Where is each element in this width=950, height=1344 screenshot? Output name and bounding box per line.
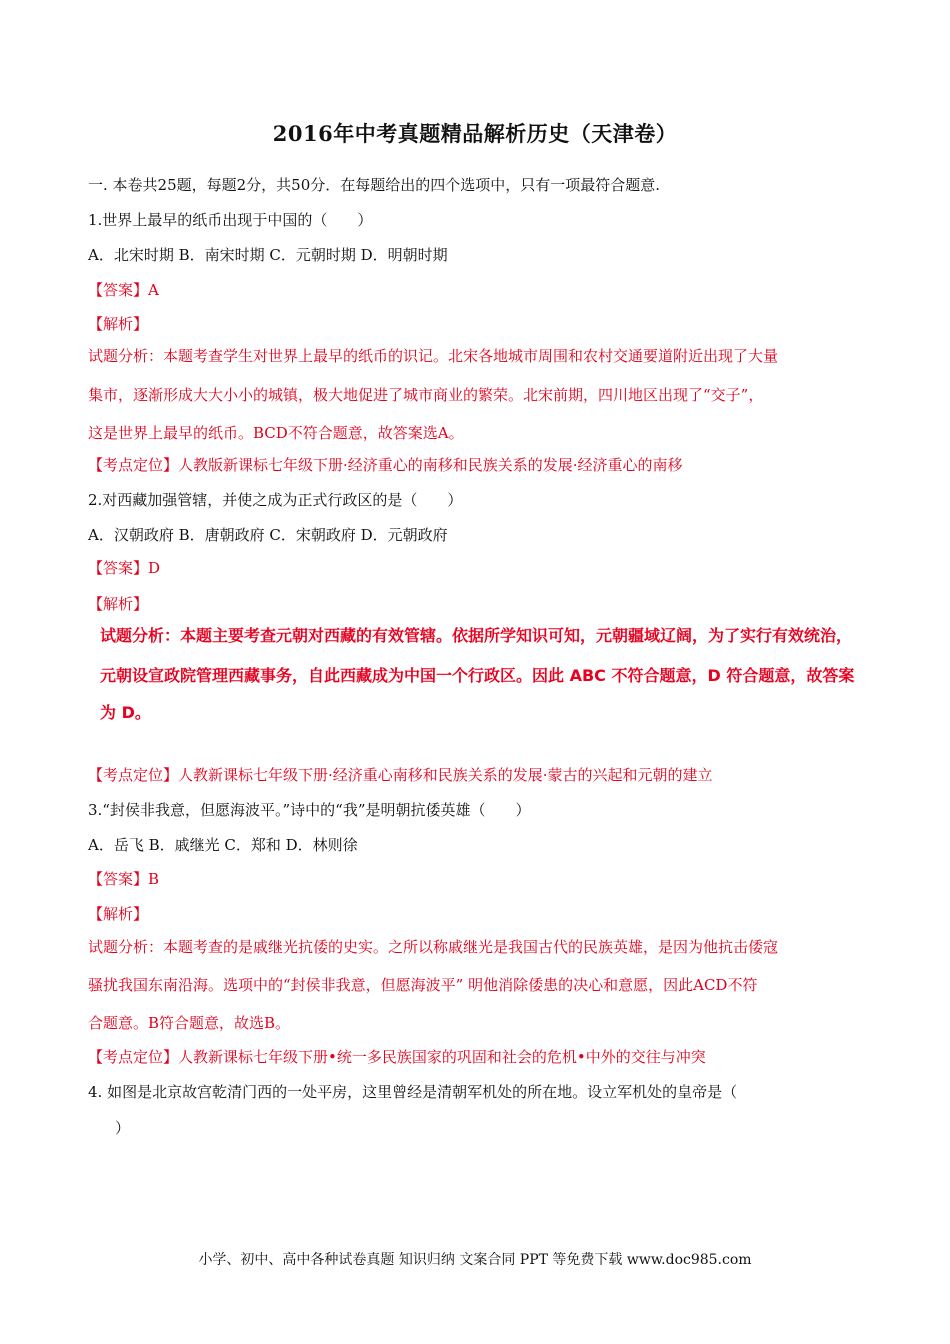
q2-knowledge-value: 人教新课标七年级下册·经济重心南移和民族关系的发展·蒙古的兴起和元朝的建立 <box>178 766 713 784</box>
q1-analysis-line-1: 试题分析：本题考查学生对世界上最早的纸币的识记。北宋各地城市周围和农村交通要道附近出现了大量 <box>88 347 779 365</box>
q1-knowledge-row <box>88 455 683 475</box>
q3-knowledge-label: 【考点定位】 <box>88 1048 179 1066</box>
q2-analysis-line-1: 试题分析：本题主要考查元朝对西藏的有效管辖。依据所学知识可知，元朝疆域辽阔，为了实行有效统治， <box>100 626 853 645</box>
q4-stem-line-2: ） <box>100 1119 131 1137</box>
instructions: 一. 本卷共25题，每题2分，共50分．在每题给出的四个选项中，只有一项最符合题意. <box>88 176 661 194</box>
q2-knowledge-row <box>88 765 713 785</box>
q2-answer-row <box>88 558 160 578</box>
q4-stem-line-1: 4. 如图是北京故宫乾清门西的一处平房，这里曾经是清朝军机处的所在地。设立军机处的皇帝是（ <box>88 1083 738 1101</box>
page-title: 2016年中考真题精品解析历史（天津卷） <box>272 121 678 146</box>
q1-analysis-label: 【解析】 <box>88 315 149 333</box>
q3-options: A．岳飞 B．戚继光 C．郑和 D．林则徐 <box>88 836 358 854</box>
q2-knowledge-label: 【考点定位】 <box>88 766 179 784</box>
q3-answer-row <box>88 869 159 889</box>
q3-analysis-line-1: 试题分析：本题考查的是戚继光抗倭的史实。之所以称戚继光是我国古代的民族英雄，是因为他抗击倭寇 <box>88 938 779 956</box>
q2-answer-label: 【答案】 <box>88 559 149 577</box>
q1-stem: 1.世界上最早的纸币出现于中国的（ ） <box>88 211 373 229</box>
q2-options: A．汉朝政府 B．唐朝政府 C．宋朝政府 D．元朝政府 <box>88 526 448 544</box>
q3-analysis-line-2: 骚扰我国东南沿海。选项中的“封侯非我意，但愿海波平” 明他消除倭患的决心和意愿，因此ACD不符 <box>88 976 758 994</box>
q1-answer-row <box>88 280 159 300</box>
q2-stem: 2.对西藏加强管辖，并使之成为正式行政区的是（ ） <box>88 491 463 509</box>
q1-analysis-line-2: 集市，逐渐形成大大小小的城镇，极大地促进了城市商业的繁荣。北宋前期，四川地区出现了“交子”， <box>88 386 764 404</box>
q3-knowledge-row <box>88 1047 706 1067</box>
q2-analysis-line-3: 为 D。 <box>100 703 151 722</box>
page-footer: 小学、初中、高中各种试卷真题 知识归纳 文案合同 PPT 等免费下载 www.doc985.com <box>198 1252 752 1268</box>
q1-answer-label: 【答案】 <box>88 281 149 299</box>
q3-answer-label: 【答案】 <box>88 870 149 888</box>
q2-analysis-label: 【解析】 <box>88 595 149 613</box>
q3-stem: 3.“封侯非我意，但愿海波平。”诗中的“我”是明朝抗倭英雄（ ） <box>88 801 531 819</box>
q2-answer-value: D <box>148 559 161 577</box>
q3-knowledge-value: 人教新课标七年级下册•统一多民族国家的巩固和社会的危机•中外的交往与冲突 <box>178 1048 706 1066</box>
q1-knowledge-value: 人教版新课标七年级下册·经济重心的南移和民族关系的发展·经济重心的南移 <box>178 456 683 474</box>
q1-options: A．北宋时期 B．南宋时期 C．元朝时期 D．明朝时期 <box>88 246 448 264</box>
q1-analysis-line-3: 这是世界上最早的纸币。BCD不符合题意，故答案选A。 <box>88 424 464 442</box>
q2-analysis-line-2: 元朝设宣政院管理西藏事务，自此西藏成为中国一个行政区。因此 ABC 不符合题意，D 符合题意，故答案 <box>100 666 855 685</box>
q3-answer-value: B <box>148 870 160 888</box>
q1-knowledge-label: 【考点定位】 <box>88 456 179 474</box>
q3-analysis-line-3: 合题意。B符合题意，故选B。 <box>88 1014 291 1032</box>
q3-analysis-label: 【解析】 <box>88 905 149 923</box>
q1-answer-value: A <box>148 281 159 299</box>
